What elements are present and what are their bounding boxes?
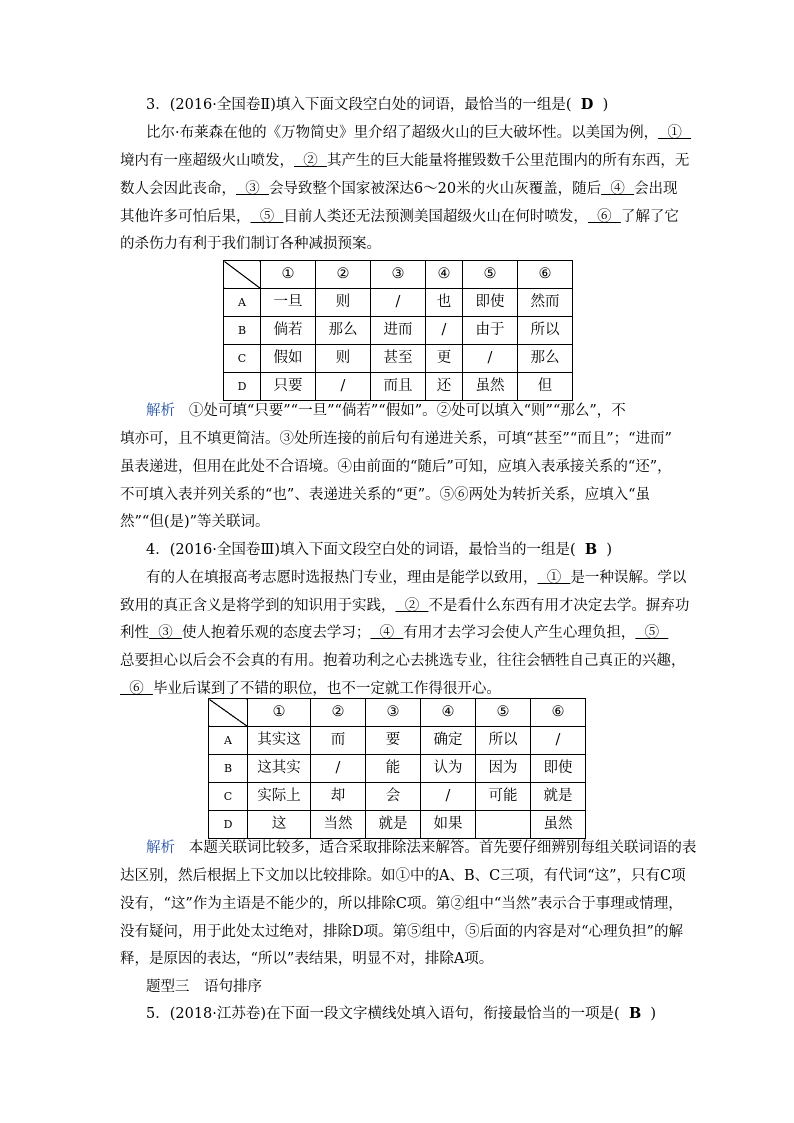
blank-slot: ④ xyxy=(370,625,404,641)
q4-line-2: 致用的真正含义是将学到的知识用于实践， ② 不是看什么东西有用才决定去学。摒弃功 xyxy=(120,598,690,614)
table-cell: 这 xyxy=(248,811,311,839)
table-cell: 那么 xyxy=(316,317,371,345)
option-letter: D xyxy=(209,811,248,839)
table-cell: / xyxy=(311,755,366,783)
blank-slot: ③ xyxy=(236,181,269,197)
table-header-cell: ④ xyxy=(426,261,463,289)
option-letter: B xyxy=(224,317,261,345)
table-cell: 而且 xyxy=(371,373,426,401)
option-letter: B xyxy=(209,755,248,783)
table-cell: 即使 xyxy=(531,755,586,783)
q4-analysis-line-4: 没有疑问，用于此处太过绝对，排除D项。第⑤组中，⑤后面的内容是对“心理负担”的解 xyxy=(120,924,683,940)
table-header-row xyxy=(209,699,586,727)
table-cell: 却 xyxy=(311,783,366,811)
q4-stem-end: ) xyxy=(606,542,613,558)
table-header-cell: ⑤ xyxy=(463,261,518,289)
q3-analysis-line-4: 不可填入表并列关系的“也”、表递进关系的“更”。⑤⑥两处为转折关系，应填入“虽 xyxy=(120,487,651,503)
table-header-cell: ⑥ xyxy=(518,261,573,289)
table-cell: 而 xyxy=(311,727,366,755)
blank-slot: ② xyxy=(395,598,429,614)
q4-analysis-line-1 xyxy=(146,838,706,858)
q4-stem xyxy=(146,540,706,560)
table-cell: 如果 xyxy=(421,811,476,839)
table-cell: 那么 xyxy=(518,345,573,373)
table-cell: 因为 xyxy=(476,755,531,783)
option-letter: A xyxy=(224,289,261,317)
table-row xyxy=(224,317,573,345)
q4-line-3: 利性 ③ 使人抱着乐观的态度去学习； ④ 有用才去学习会使人产生心理负担， ⑤ xyxy=(120,625,669,641)
blank-slot: ⑤ xyxy=(635,625,669,641)
table-cell: 虽然 xyxy=(463,373,518,401)
q5-stem-text: 5．(2018·江苏卷)在下面一段文字横线处填入语句，衔接最恰当的一项是( xyxy=(146,1006,620,1022)
q4-answer: B xyxy=(584,541,598,558)
option-letter: C xyxy=(224,345,261,373)
table-cell: 倘若 xyxy=(261,317,316,345)
table-cell: 进而 xyxy=(371,317,426,345)
table-cell: 确定 xyxy=(421,727,476,755)
q3-line-5: 的杀伤力有利于我们制订各种减损预案。 xyxy=(120,236,381,252)
table-header-cell: ③ xyxy=(366,699,421,727)
table-row xyxy=(209,755,586,783)
option-letter: D xyxy=(224,373,261,401)
q4-analysis-line-3: 没有，“这”作为主语是不能少的，所以排除C项。第②组中“当然”表示合于事理或情理， xyxy=(120,896,683,912)
q3-line-2: 境内有一座超级火山喷发， ② 其产生的巨大能量将摧毁数千公里范围内的所有东西，无 xyxy=(120,153,690,169)
table-cell: 则 xyxy=(316,345,371,373)
table-cell: 假如 xyxy=(261,345,316,373)
table-cell: 会 xyxy=(366,783,421,811)
table-corner-cell xyxy=(224,261,261,289)
q3-stem-end: ) xyxy=(602,97,609,113)
q4-line-5: ⑥ 毕业后谋到了不错的职位，也不一定就工作得很开心。 xyxy=(120,681,501,697)
table-header-cell: ① xyxy=(248,699,311,727)
q4-analysis-line-5: 释，是原因的表达，“所以”表结果，明显不对，排除A项。 xyxy=(120,951,494,967)
table-cell: 即使 xyxy=(463,289,518,317)
q3-analysis-line-3: 虽表递进，但用在此处不合语境。④由前面的“随后”可知，应填入表承接关系的“还”， xyxy=(120,459,672,475)
q3-line-3: 数人会因此丧命， ③ 会导致整个国家被深达6～20米的火山灰覆盖，随后 ④ 会出现 xyxy=(120,181,678,197)
q3-analysis-line-1 xyxy=(146,401,706,421)
analysis-text: ①处可填“只要”“一旦”“倘若”“假如”。②处可以填入“则”“那么”，不 xyxy=(188,403,626,419)
table-cell: 其实这 xyxy=(248,727,311,755)
section-title: 题型三 语句排序 xyxy=(146,979,262,995)
table-cell: 则 xyxy=(316,289,371,317)
q5-stem-end: ) xyxy=(650,1006,657,1022)
table-cell: / xyxy=(426,317,463,345)
q4-options-table xyxy=(208,698,586,839)
blank-slot: ③ xyxy=(149,625,182,641)
table-cell: 就是 xyxy=(531,783,586,811)
blank-slot: ② xyxy=(294,153,327,169)
table-header-cell: ④ xyxy=(421,699,476,727)
blank-slot: ⑥ xyxy=(587,209,621,225)
q3-line-4: 其他许多可怕后果， ⑤ 目前人类还无法预测美国超级火山在何时喷发， ⑥ 了解了它 xyxy=(120,209,679,225)
q4-analysis-line-2: 达区别，然后根据上下文加以比较排除。如①中的A、B、C三项，有代词“这”，只有C项 xyxy=(120,868,686,884)
q4-stem-text: 4．(2016·全国卷Ⅲ)填入下面文段空白处的词语，最恰当的一组是( xyxy=(146,542,576,558)
table-header-row xyxy=(224,261,573,289)
analysis-label: 解析 xyxy=(146,840,175,856)
table-corner-cell xyxy=(209,699,248,727)
option-letter: C xyxy=(209,783,248,811)
q3-stem-text: 3．(2016·全国卷Ⅱ)填入下面文段空白处的词语，最恰当的一组是( xyxy=(146,97,572,113)
q3-analysis-line-2: 填亦可，且不填更简洁。③处所连接的前后句有递进关系，可填“甚至”“而且”；“进而” xyxy=(120,431,672,447)
table-cell: 所以 xyxy=(518,317,573,345)
table-cell: 要 xyxy=(366,727,421,755)
table-row xyxy=(224,289,573,317)
table-cell: 由于 xyxy=(463,317,518,345)
blank-slot: ① xyxy=(537,570,571,586)
table-header-cell: ② xyxy=(316,261,371,289)
table-cell xyxy=(476,811,531,839)
table-cell: 就是 xyxy=(366,811,421,839)
table-cell: 可能 xyxy=(476,783,531,811)
blank-slot: ① xyxy=(658,125,692,141)
table-cell: / xyxy=(531,727,586,755)
q3-line-1: 比尔·布莱森在他的《万物简史》里介绍了超级火山的巨大破坏性。以美国为例， ① xyxy=(146,125,692,141)
table-row xyxy=(224,373,573,401)
option-letter: A xyxy=(209,727,248,755)
q3-options-table xyxy=(223,260,573,401)
table-cell: 实际上 xyxy=(248,783,311,811)
q3-stem xyxy=(146,95,706,115)
q4-line-4: 总要担心以后会不会真的有用。抱着功利之心去挑选专业，往往会牺牲自己真正的兴趣， xyxy=(120,653,686,669)
table-cell: 认为 xyxy=(421,755,476,783)
table-cell: 虽然 xyxy=(531,811,586,839)
table-cell: / xyxy=(463,345,518,373)
table-cell: 只要 xyxy=(261,373,316,401)
q3-answer: D xyxy=(580,96,594,113)
table-cell: 但 xyxy=(518,373,573,401)
analysis-label: 解析 xyxy=(146,403,175,419)
table-row xyxy=(209,727,586,755)
q3-analysis-line-5: 然”“但(是)”等关联词。 xyxy=(120,514,270,530)
blank-slot: ⑥ xyxy=(120,681,153,697)
q4-line-1: 有的人在填报高考志愿时选报热门专业，理由是能学以致用， ① 是一种误解。学以 xyxy=(146,570,687,586)
table-cell: 所以 xyxy=(476,727,531,755)
blank-slot: ⑤ xyxy=(250,209,284,225)
table-cell: 这其实 xyxy=(248,755,311,783)
table-cell: 一旦 xyxy=(261,289,316,317)
table-header-cell: ⑥ xyxy=(531,699,586,727)
table-cell: 能 xyxy=(366,755,421,783)
table-row xyxy=(209,811,586,839)
table-header-cell: ① xyxy=(261,261,316,289)
table-cell: 然而 xyxy=(518,289,573,317)
table-row xyxy=(209,783,586,811)
table-cell: 也 xyxy=(426,289,463,317)
table-cell: / xyxy=(316,373,371,401)
table-header-cell: ⑤ xyxy=(476,699,531,727)
table-row xyxy=(224,345,573,373)
blank-slot: ④ xyxy=(601,181,635,197)
table-cell: 甚至 xyxy=(371,345,426,373)
table-header-cell: ② xyxy=(311,699,366,727)
table-header-cell: ③ xyxy=(371,261,426,289)
q5-stem xyxy=(146,1004,706,1024)
table-cell: 还 xyxy=(426,373,463,401)
table-cell: 当然 xyxy=(311,811,366,839)
table-cell: 更 xyxy=(426,345,463,373)
table-cell: / xyxy=(371,289,426,317)
q5-answer: B xyxy=(628,1005,642,1022)
table-cell: / xyxy=(421,783,476,811)
analysis-text: 本题关联词比较多，适合采取排除法来解答。首先要仔细辨别每组关联词语的表 xyxy=(188,840,697,856)
